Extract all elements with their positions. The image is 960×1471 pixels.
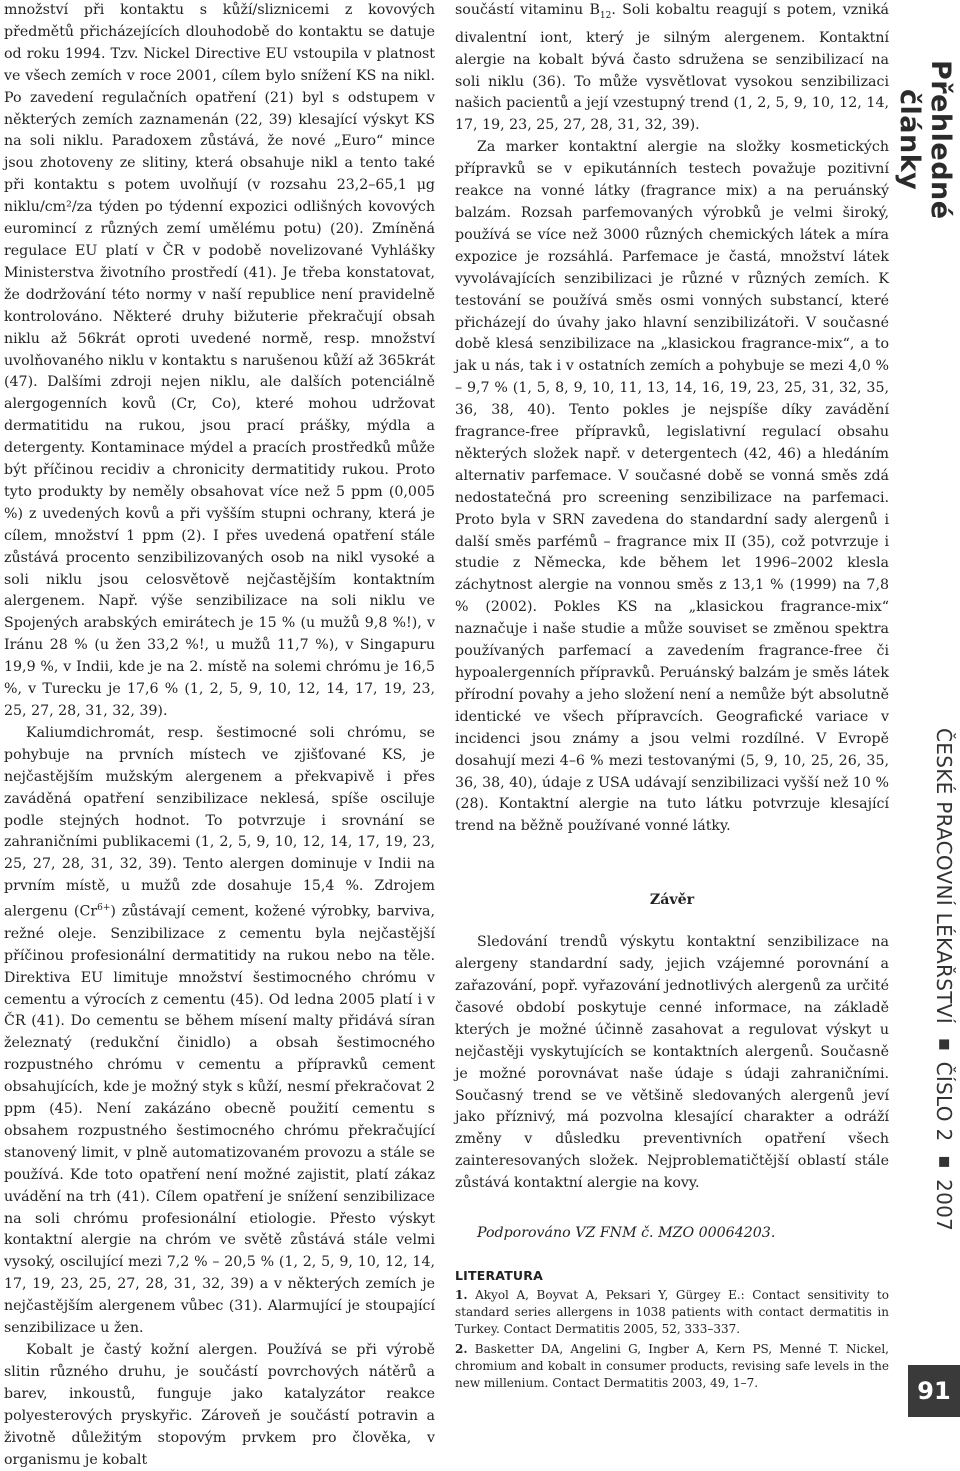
- funding-note: Podporováno VZ FNM č. MZO 00064203.: [477, 1225, 776, 1242]
- left-column: [4, 0, 435, 1471]
- right-column: [455, 0, 889, 1245]
- chromium-text-a: Kaliumdichromát, resp. šestimocné soli chrómu, se pohybuje na prvních místech ve zjišťované KS, je nejčastějším mužským alergenem a překvapivě i přes zaváděná opatření senzibilizace neklesá, spíše osciluje podle stejných hodnot. To potvrzuje i srovnání se zahraničními publikacemi (1, 2, 5, 9, 10, 12, 14, 17, 19, 23, 25, 27, 28, 31, 32, 39). Tento alergen dominuje v Indii na prvním místě, u mužů zde dosahuje 15,4 %. Zdrojem alergenu (Cr: [4, 724, 435, 920]
- reference-text: Akyol A, Boyvat A, Peksari Y, Gürgey E.: Contact sensitivity to standard series allergens in 1038 patients with contact dermatitis in Turkey. Contact Dermatitis 2005, 52, 333–337.: [455, 1288, 889, 1336]
- reference-item: [455, 1341, 889, 1392]
- journal-running-head: ČESKÉ PRACOVNÍ LÉKAŘSTVÍ ▪ ČÍSLO 2 ▪ 2007: [932, 728, 956, 1232]
- page-number: 91: [908, 1365, 960, 1417]
- cobalt-text-b: . Soli kobaltu reagují s potem, vzniká divalentní iont, který je silným alergenem. Kontaktní alergie na kobalt bývá často sdružena se senzibilizací na soli niklu (36). To může vysvětlovat vysokou senzibilizaci našich pacientů a její vzestupný trend (1, 2, 5, 9, 10, 12, 14, 17, 19, 23, 25, 27, 28, 31, 32, 39).: [455, 2, 890, 134]
- paragraph-nickel: množství při kontaktu s kůží/sliznicemi z kovových předmětů přicházejících dlouhodobě do kontaktu se datuje od roku 1994. Tzv. Nickel Directive EU vstoupila v platnost ve všech zemích v roce 2001, cílem bylo snížení KS na nikl. Po zavedení regulačních opatření (21) byl s odstupem v některých zemích zaznamenán (22, 39) klesající výskyt KS na soli niklu. Paradoxem zůstává, že nové „Euro“ mince jsou zhotoveny ze slitiny, která obsahuje nikl a tento také při kontaktu s potem uvolňují (v rozsahu 23,2–65,1 μg niklu/cm²/za týden po týdenní expozici odlišných kovových euromincí z různých zemí umělému potu) (20). Zmíněná regulace EU platí v ČR v podobě novelizované Vyhlášky Ministerstva životního prostředí (41). Je třeba konstatovat, že dodržování této normy v naší republice není pravidelně kontrolováno. Některé druhy bižuterie překračují obsah niklu až 56krát oproti uvedené normě, resp. množství uvolňovaného niklu v kontaktu s narušenou kůží až 365krát (47). Dalšími zdroji nejen niklu, ale dalších potenciálně alergogenních kovů (Cr, Co), které mohou udržovat dermatitidu na rukou, jsou prací prášky, mýdla a detergenty. Kontaminace mýdel a pracích prostředků může být příčinou recidiv a chronicity dermatitidy rukou. Proto tyto produkty by neměly obsahovat více než 5 ppm (0,005 %) z uvedených kovů a při vyšším stupni ochrany, která je cílem, množství 1 ppm (2). I přes uvedená opatření stále zůstává procento senzibilizovaných osob na nikl vysoké a soli niklu jsou celosvětově nejčastějším kontaktním alergenem. Např. výše senzibilizace na soli niklu ve Spojených arabských emirátech je 15 % (u mužů 9,8 %!), v Iránu 28 % (u žen 33,2 %!, u mužů 11,7 %), v Singapuru 19,9 %, v Indii, kde je na 2. místě na solemi chrómu je 16,5 %, v Turecku je 17,6 % (1, 2, 5, 9, 10, 12, 14, 17, 19, 23, 25, 27, 28, 31, 32, 39).: [4, 2, 435, 719]
- reference-text: Basketter DA, Angelini G, Ingber A, Kern PS, Menné T. Nickel, chromium and kobalt in consumer products, revising safe levels in the new millenium. Contact Dermatitis 2003, 49, 1–7.: [455, 1342, 889, 1390]
- cobalt-text-a: součástí vitaminu B: [455, 2, 600, 18]
- paragraph-chromium: [4, 723, 435, 1340]
- sidebar: [894, 0, 960, 1417]
- reference-number: 1.: [455, 1288, 468, 1302]
- chromium-superscript: 6+: [97, 903, 111, 914]
- paragraph-cobalt-cont: [455, 0, 889, 137]
- section-title: Přehledné články: [912, 12, 956, 267]
- conclusion-heading: Závěr: [649, 892, 695, 909]
- references-title: LITERATURA: [455, 1268, 543, 1283]
- paragraph-fragrance: Za marker kontaktní alergie na složky kosmetických přípravků se v epikutánních testech považuje pozitivní reakce na vonné látky (fragrance mix) a na peruánský balzám. Rozsah parfemovaných výrobků je velmi široký, používá se více než 3000 různých chemických látek a míra expozice je rozsáhlá. Parfemace je častá, množství látek vyvolávajících senzibilizaci je různé v různých zemích. K testování se používá směs osmi vonných substancí, které přicházejí do úvahy jako hlavní senzibilizátoři. V současné době klesá senzibilizace na „klasickou fragrance-mix“, a to jak u nás, tak i v ostatních zemích a pohybuje se mezi 4,0 % – 9,7 % (1, 5, 8, 9, 10, 11, 13, 14, 16, 19, 23, 25, 31, 32, 35, 36, 38, 40). Tento pokles je nejspíše díky zavádění fragrance-free přípravků, legislativní regulací obsahu některých složek např. v detergentech (42, 46) a hledáním alternativ parfemace. V současné době se vonná směs zdá nedostatečná pro screening senzibilizace na parfemaci. Proto byla v SRN zavedena do standardní sady alergenů i další směs parfémů – fragrance mix II (35), což potvrzuje i studie z Německa, kde během let 1996–2002 klesla záchytnost alergie na vonnou směs z 13,1 % (1999) na 7,8 % (2002). Pokles KS na „klasickou fragrance-mix“ naznačuje i naše studie a může souviset se změnou spektra používaných parfemací a zavedením fragrance-free či hypoalergenních přípravků. Peruánský balzám je směs látek přírodní povahy a jeho složení není a nemůže být absolutně identické ve všech přípravcích. Geografické variace v incidenci jsou známy a jsou velmi rozdílné. V Evropě dosahují mezi 4–6 % mezi testovanými (5, 9, 10, 25, 26, 35, 36, 38, 40), údaje z USA udávají senzibilizaci vyšší než 10 % (28). Kontaktní alergie na tuto látku potvrzuje klesající trend na běžně používané vonné látky.: [455, 139, 889, 835]
- references-list: [455, 1287, 889, 1395]
- reference-number: 2.: [455, 1342, 468, 1356]
- paragraph-conclusion: Sledování trendů výskytu kontaktní senzibilizace na alergeny standardní sady, jejich vzájemné porovnání a zařazování, popř. vyřazování jednotlivých alergenů za určité časové období poskytuje cenné informace, na základě kterých je možné účinně zasahovat a regulovat výskyt u nejčastěji vyskytujících se kontaktních alergenů. Současně je možné porovnávat naše údaje s údaji zahraničními. Současný trend se ve většině sledovaných alergenů jeví jako příznivý, má pozvolna klesající charakter a odráží změny v důsledku preventivních opatření všech zainteresovaných složek. Nejproblematičtější oblastí stále zůstává kontaktní alergie na kovy.: [455, 934, 889, 1192]
- vitamin-subscript: 12: [599, 10, 612, 21]
- chromium-text-b: ) zůstávají cement, kožené výrobky, barviva, režné oleje. Senzibilizace z cementu byla nejčastější příčinou profesionální dermatitidy na rukou nebo na těle. Direktiva EU limituje množství šestimocného chrómu v cementu a výrocích z cementu (45). Od ledna 2005 platí i v ČR (41). Do cementu se během mísení malty přidává síran železnatý (redukční činidlo) a obsah šestimocného rozpustného chrómu v cementu a přípravků cement obsahujících, kde je možný styk s kůží, nesmí překračovat 2 ppm (45). Není zakázáno obecně použití cementu s obsahem rozpustného šestimocného chrómu překračující stanovený limit, v plně automatizovaném provozu a stále se používá. Kde toto opatření není možné zajistit, platí zákaz uvádění na trh (41). Cílem opatření je snížení senzibilizace na soli chrómu profesionální etiologie. Přesto výskyt kontaktní alergie na chróm ve světě zůstává stále velmi vysoký, oscilující mezi 7,2 % – 20,5 % (1, 2, 5, 9, 10, 12, 14, 17, 19, 23, 25, 27, 28, 31, 32, 39) a v některých zemích je nejčastějším alergenem vůbec (31). Alarmující je stoupající senzibilizace u žen.: [4, 903, 435, 1337]
- reference-item: [455, 1287, 889, 1338]
- paragraph-cobalt: Kobalt je častý kožní alergen. Používá se při výrobě slitin různého druhu, je součástí povrchových nátěrů a barev, inkoustů, funguje jako katalyzátor reakce polyesterových pryskyřic. Zároveň je součástí potravin a životně důležitým stopovým prvkem pro člověka, v organismu je kobalt: [4, 1342, 435, 1468]
